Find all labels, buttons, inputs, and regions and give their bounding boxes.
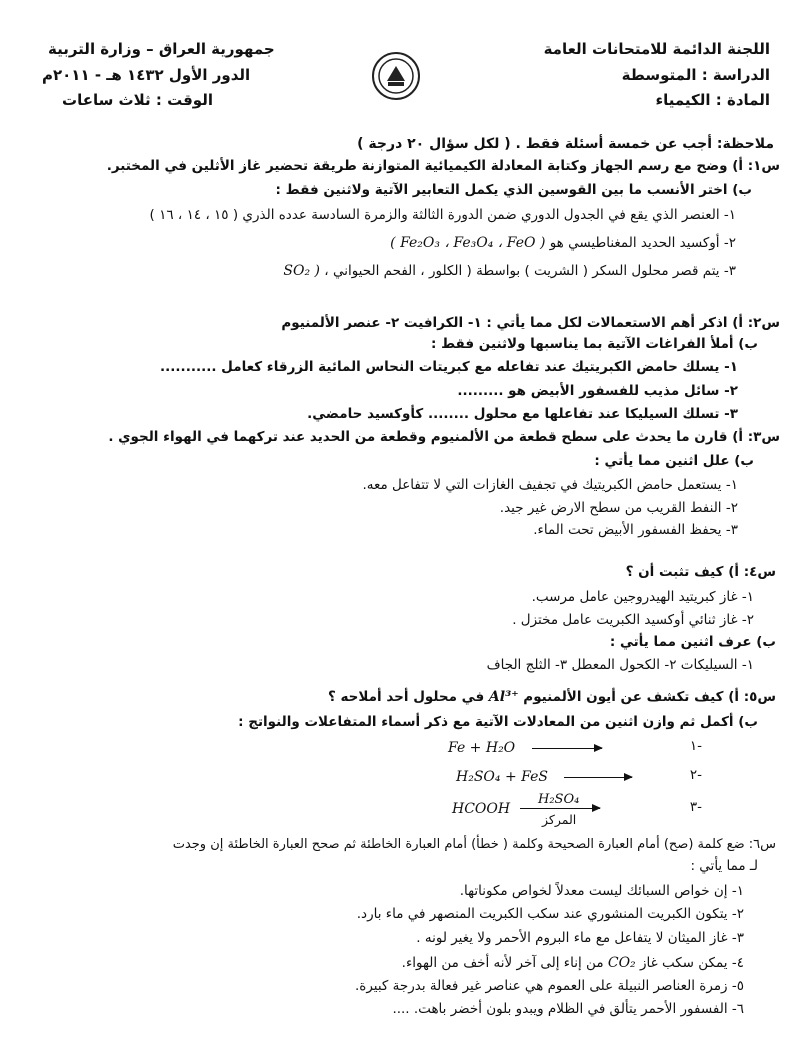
reaction-arrow-icon <box>520 808 600 809</box>
q6-intro: س٦: ضع كلمة (صح) أمام العبارة الصحيحة وكلمة ( خطأ) أمام العبارة الخاطئة ثم صحح العبارة الخاطئة إن وجدت <box>172 837 776 852</box>
reaction-arrow-icon <box>532 748 602 749</box>
q4-item-a-2: ٢- غاز ثنائي أوكسيد الكبريت عامل مختزل . <box>512 612 754 628</box>
q2-part-a: س٢: أ) اذكر أهم الاستعمالات لكل مما يأتي : ١- الكرافيت ٢- عنصر الألمنيوم <box>281 315 780 331</box>
q6-item-2: ٢- يتكون الكبريت المنشوري عند سكب الكبريت المنصهر في ماء بارد. <box>356 906 744 922</box>
q1-item-2-options: ( Fe₂O₃ ، Fe₃O₄ ، FeO ) <box>390 235 546 251</box>
q4-items-b: ١- السيليكات ٢- الكحول المعطل ٣- الثلج الجاف <box>486 657 754 673</box>
q5-part-a <box>328 690 776 705</box>
equation-2-number: -٢ <box>689 767 702 783</box>
aluminium-ion: Al³⁺ <box>488 689 519 705</box>
q6-item-5: ٥- زمرة العناصر النبيلة على العموم هي عناصر غير فعالة بدرجة كبيرة. <box>354 978 744 994</box>
equation-1-lhs: Fe + H₂O <box>448 740 516 756</box>
q1-item-2 <box>390 236 736 251</box>
q6-item-6: ٦- الفسفور الأحمر يتألق في الظلام ويبدو بلون أخضر باهت. .... <box>392 1001 744 1017</box>
q3-part-a: س٣: أ) قارن ما يحدث على سطح قطعة من الألمنيوم وقطعة من الحديد عند تركهما في الهواء الجوي . <box>108 429 780 445</box>
equation-1 <box>448 740 602 756</box>
committee-name: اللجنة الدائمة للامتحانات العامة <box>543 40 770 58</box>
equation-2-lhs: H₂SO₄ + FeS <box>456 769 548 785</box>
reaction-arrow-icon <box>564 777 632 778</box>
q2-part-b: ب) أملأ الفراغات الآتية بما يناسبها ولاثنين فقط : <box>430 336 758 352</box>
q1-item-3-formula: SO₂ ) <box>283 263 320 279</box>
q6-item-4-formula: CO₂ <box>607 955 636 971</box>
q6-item-4-text: ٤- يمكن سكب غاز <box>639 955 744 971</box>
q2-item-2: ٢- سائل مذيب للفسفور الأبيض هو ......... <box>457 383 738 399</box>
country-ministry: جمهورية العراق – وزارة التربية <box>48 40 275 58</box>
q3-part-b: ب) علل اثنين مما يأتي : <box>594 453 754 469</box>
equation-3-condition: المركز <box>542 812 577 827</box>
equation-2 <box>456 769 632 785</box>
q1-item-2-text: ٢- أوكسيد الحديد المغناطيسي هو <box>549 235 736 251</box>
equation-3-number: -٣ <box>689 799 702 815</box>
q6-item-1: ١- إن خواص السبائك ليست معدلاً لخواص مكوناتها. <box>459 883 744 899</box>
q3-item-1: ١- يستعمل حامض الكبريتيك في تجفيف الغازات التي لا تتفاعل معه. <box>362 477 738 493</box>
q1-item-3-text: ٣- يتم قصر محلول السكر ( الشريت ) بواسطة ( الكلور ، الفحم الحيواني ، <box>324 263 736 279</box>
equation-3-arrow-group <box>520 792 604 832</box>
exam-time: الوقت : ثلاث ساعات <box>62 91 213 109</box>
q1-item-3 <box>283 264 736 279</box>
q1-item-1: ١- العنصر الذي يقع في الجدول الدوري ضمن الدورة الثالثة والزمرة السادسة عدده الذري ( ١٥ ، ١٤ ، ١٦ ) <box>149 207 736 223</box>
equation-3-lhs: HCOOH <box>452 801 511 817</box>
study-level: الدراسة : المتوسطة <box>621 66 770 84</box>
q2-item-3: ٣- تسلك السيليكا عند تفاعلها مع محلول ........ كأوكسيد حامضي. <box>307 406 738 422</box>
q6-intro-cont: لـ مما يأتي : <box>690 858 758 874</box>
q4-part-b: ب) عرف اثنين مما يأتي : <box>609 634 776 650</box>
ministry-emblem-icon <box>372 52 420 100</box>
subject: المادة : الكيمياء <box>655 91 770 109</box>
equation-3-catalyst: H₂SO₄ <box>538 792 580 807</box>
exam-note: ملاحظة: أجب عن خمسة أسئلة فقط . ( لكل سؤال ٢٠ درجة ) <box>357 136 774 152</box>
q1-part-b: ب) اختر الأنسب ما بين القوسين الذي يكمل التعابير الآتية ولاثنين فقط : <box>275 182 752 198</box>
q1-part-a: س١: أ) وضح مع رسم الجهاز وكتابة المعادلة الكيميائية المتوازنة طريقة تحضير غاز الأثلين في المختبر. <box>106 158 780 174</box>
q5-part-b: ب) أكمل ثم وازن اثنين من المعادلات الآتية مع ذكر أسماء المتفاعلات والنواتج : <box>238 714 758 730</box>
q3-item-2: ٢- النفط القريب من سطح الارض غير جيد. <box>499 500 738 516</box>
exam-round: الدور الأول ١٤٣٢ هـ - ٢٠١١م <box>42 66 251 84</box>
q3-item-3: ٣- يحفظ الفسفور الأبيض تحت الماء. <box>533 522 738 538</box>
q4-item-a-1: ١- غاز كبريتيد الهيدروجين عامل مرسب. <box>531 589 754 605</box>
q5-part-a-suffix: في محلول أحد أملاحه ؟ <box>327 689 485 705</box>
q6-item-4 <box>402 956 744 971</box>
q6-item-4-suffix: من إناء إلى آخر لأنه أخف من الهواء. <box>401 955 604 971</box>
q6-item-3: ٣- غاز الميثان لا يتفاعل مع ماء البروم الأحمر ولا يغير لونه . <box>416 930 744 946</box>
equation-1-number: -١ <box>689 738 702 754</box>
q2-item-1: ١- يسلك حامض الكبريتيك عند تفاعله مع كبريتات النحاس المائية الزرقاء كعامل ........... <box>160 359 738 375</box>
q4-part-a: س٤: أ) كيف تثبت أن ؟ <box>625 564 776 580</box>
q5-part-a-prefix: س٥: أ) كيف تكشف عن أيون الألمنيوم <box>523 689 776 705</box>
